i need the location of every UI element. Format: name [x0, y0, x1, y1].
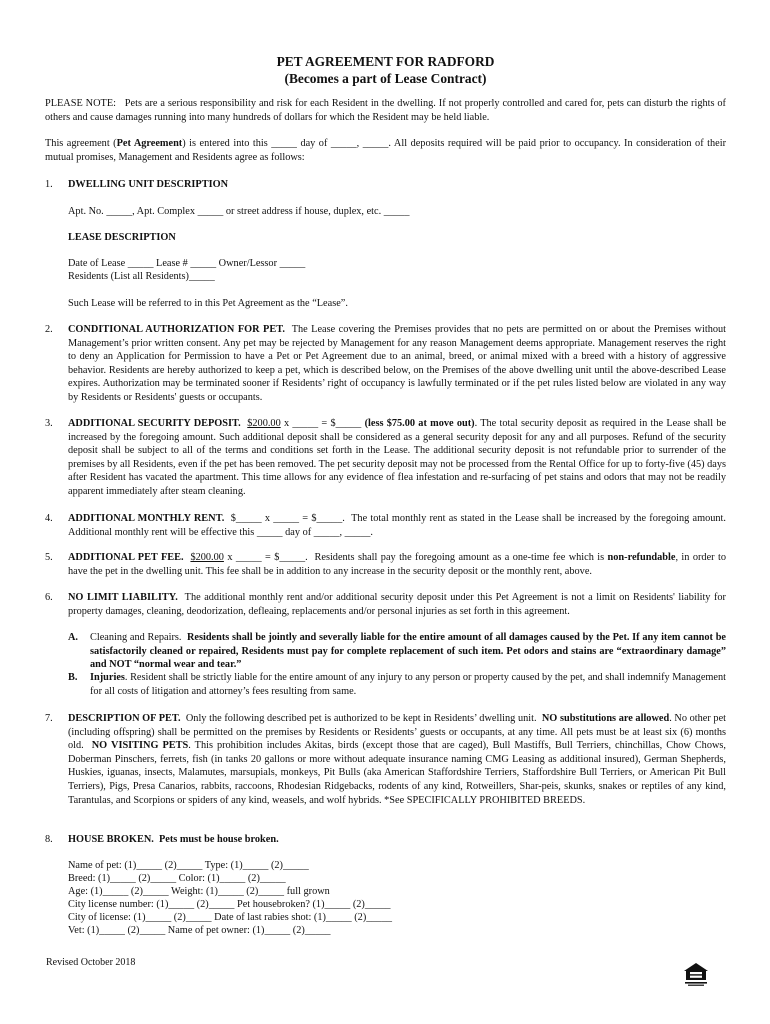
- document-title: PET AGREEMENT FOR RADFORD: [276, 54, 495, 69]
- s6a-bold: Residents shall be jointly and severally liable for the entire amount of all damages caused by the Pet. If any item cannot be satisfactorily cleaned or repaired, Residents must pay for complete replacement of such item. Pet odors and stains are “extraordinary damage” and NOT “normal wear and tear.”: [90, 632, 726, 671]
- s8-bold: Pets must be house broken.: [158, 834, 279, 845]
- s2-text: The Lease covering the Premises provides that no pets are permitted on or about the Premises without Management’s prior written consent. Any pet may be rejected by Management for any reason Management deems appropriate. Management reserves the right to deny an Application for Permission to have a Pet or Pet Agreement due to an animal, breed, or animal mixed with a breed with a history of aggressive behavior. Residents are hereby authorized to keep a pet, which is described below, on the Premises of the above dwelling unit until the above-described Lease expires. Authorization may be terminated sooner if Residents’ right of occupancy is lawfully terminated or if the pet rules listed below are violated in any way by Residents or Residents' guests or occupants.: [68, 324, 726, 403]
- section-1-number: 1.: [45, 179, 53, 190]
- s5-text-post: , in order to have the pet in the dwelling unit. This fee shall be in addition to any increase in the security deposit or the monthly rent, above.: [68, 552, 726, 577]
- section-2-number: 2.: [45, 324, 53, 335]
- s4-text: The total monthly rent as stated in the Lease shall be increased by the foregoing amount. Additional monthly rent will be effective this _____ day of _____, _____.: [68, 513, 726, 538]
- section-1-heading: [68, 178, 726, 192]
- section-3: ADDITIONAL SECURITY DEPOSIT. $200.00 x _____ = $_____ (less $75.00 at move out). The total security deposit as required in the Lease shall be increased by the foregoing amount. Such additional deposit shall be considered as a general security deposit for any and all purposes. Refund of the security deposit shall be subject to all of the terms and conditions set forth in the Lease. The additional security deposit is not refundable prior to surrender of the premises by all Residents, even if the pet has been removed. The pet security deposit may not be processed from the Rental Office for up to forty-five (45) days after Resident has vacated the apartment. This time allows for any evidence of flea infestation and re-surfacing of pet stains and odors that may not be readily apparent immediately after steam cleaning.: [68, 418, 727, 497]
- s7-bold2: NO VISITING PETS: [91, 740, 189, 752]
- section-6a: [90, 631, 726, 672]
- s3-text: The total security deposit as required in the Lease shall be increased by the foregoing amount. Such additional deposit shall be considered as a general security deposit for any and all purposes. Refund of the security deposit shall be subject to all of the terms and conditions set forth in the Lease. The additional security deposit is not refundable prior to surrender of the premises by all Residents, even if the pet has been removed. The pet security deposit may not be processed from the Rental Office for up to forty-five (45) days after Resident has vacated the apartment. This time allows for any evidence of flea infestation and re-surfacing of pet stains and odors that may not be readily apparent immediately after steam cleaning.: [68, 418, 727, 497]
- lease-reference: Such Lease will be referred to in this Pet Agreement as the “Lease”.: [68, 298, 348, 309]
- lease-heading: [68, 231, 726, 245]
- section-2: [68, 323, 726, 405]
- section-6: [68, 591, 726, 618]
- s6a-pre: Cleaning and Repairs.: [90, 632, 182, 643]
- s4-calc: $_____ x _____ = $_____.: [230, 513, 345, 524]
- lease-heading-text: LEASE DESCRIPTION: [68, 232, 176, 243]
- s5-heading: ADDITIONAL PET FEE.: [68, 552, 184, 563]
- section-6b-label: B.: [68, 672, 78, 683]
- s2-heading: CONDITIONAL AUTHORIZATION FOR PET.: [68, 324, 285, 335]
- s1-heading-text: DWELLING UNIT DESCRIPTION: [68, 179, 229, 190]
- lease-line-2: Residents (List all Residents)_____: [68, 271, 215, 282]
- intro-paragraph: [45, 137, 726, 164]
- section-7-number: 7.: [45, 713, 53, 724]
- lease-line-1: Date of Lease _____ Lease # _____ Owner/Lessor _____: [68, 258, 306, 269]
- s6-text: The additional monthly rent and/or additional security deposit under this Pet Agreement is not a limit on Residents' liability for property damages, cleaning, deodorization, defleaing, replacements and/or personal injuries as set forth in this agreement.: [68, 592, 726, 617]
- s5-bold: non-refundable: [607, 552, 676, 563]
- section-4: [68, 512, 726, 539]
- note-text: Pets are a serious responsibility and risk for each Resident in the dwelling. If not properly controlled and cared for, pets can disturb the rights of others and cause damages running into many hundreds of dollars for which the Resident may be held liable.: [45, 98, 726, 123]
- s3-heading: ADDITIONAL SECURITY DEPOSIT.: [68, 418, 241, 429]
- equal-housing-opportunity-icon: [683, 961, 709, 987]
- section-8: [68, 833, 726, 847]
- intro-post: ) is entered into this _____ day of _____, _____. All deposits required will be paid prior to occupancy. In consideration of their mutual promises, Management and Residents agree as follows:: [45, 138, 726, 163]
- s7-heading: DESCRIPTION OF PET.: [68, 713, 181, 724]
- s6b-text: . Resident shall be strictly liable for the entire amount of any injury to any person or property caused by the pet, and shall indemnify Management for all costs of litigation and attorney’s fees resulting from same.: [90, 672, 726, 697]
- s6b-heading: Injuries: [90, 672, 125, 683]
- s5-calc: x _____ = $_____.: [227, 552, 308, 563]
- revision-footer: Revised October 2018: [46, 957, 136, 968]
- section-8-number: 8.: [45, 834, 53, 845]
- section-5: [68, 551, 726, 578]
- section-3-number: 3.: [45, 418, 53, 429]
- s6-heading: NO LIMIT LIABILITY.: [68, 592, 178, 603]
- s5-text-pre: Residents shall pay the foregoing amount as a one-time fee which is: [314, 552, 605, 563]
- pet-info-line: Age: (1)_____ (2)_____ Weight: (1)_____ (2)_____ full grown: [68, 886, 330, 897]
- s5-amount: $200.00: [190, 552, 224, 563]
- s4-heading: ADDITIONAL MONTHLY RENT.: [68, 513, 225, 524]
- s3-amount: $200.00: [247, 418, 281, 429]
- s8-heading: HOUSE BROKEN.: [68, 834, 154, 845]
- please-note: [45, 97, 726, 124]
- intro-pre: This agreement (: [45, 138, 117, 149]
- s7-text1: Only the following described pet is authorized to be kept in Residents’ dwelling unit.: [185, 713, 537, 724]
- section-5-number: 5.: [45, 552, 53, 563]
- s3-calc: x _____ = $_____: [283, 418, 362, 429]
- section-4-number: 4.: [45, 513, 53, 524]
- section-7: [68, 712, 726, 807]
- s3-bold-paren: (less $75.00 at move out): [364, 418, 475, 429]
- section-6b: [90, 671, 726, 698]
- apt-line: Apt. No. _____, Apt. Complex _____ or street address if house, duplex, etc. _____: [68, 206, 410, 217]
- pet-info-line: Name of pet: (1)_____ (2)_____ Type: (1)_____ (2)_____: [68, 860, 309, 871]
- section-6-number: 6.: [45, 592, 53, 603]
- s7-text2: . No other pet (including offspring) shall be permitted on the premises by Residents or Residents’ guests or occupants, at any time. All pets must be at least six (6) months old.: [68, 713, 727, 752]
- intro-bold: Pet Agreement: [116, 138, 183, 149]
- section-6a-label: A.: [68, 632, 79, 643]
- pet-info-line: City of license: (1)_____ (2)_____ Date of last rabies shot: (1)_____ (2)_____: [68, 912, 392, 923]
- pet-info-line: Breed: (1)_____ (2)_____ Color: (1)_____ (2)_____: [68, 873, 286, 884]
- document-subtitle: (Becomes a part of Lease Contract): [284, 71, 487, 86]
- s7-bold1: NO substitutions are allowed: [541, 713, 670, 724]
- pet-info-line: City license number: (1)_____ (2)_____ Pet housebroken? (1)_____ (2)_____: [68, 899, 391, 910]
- note-label: PLEASE NOTE:: [45, 98, 116, 109]
- s7-text3: . This prohibition includes Akitas, birds (except those that are caged), Bull Mastiffs, Bull Terriers, chinchillas, Chow Chows, Doberman Pinschers, ferrets, fish (in tanks 20 gallons or more without adequate insurance naming CMG Leasing as additional insured), German Shepherds, Huskies, iguanas, insects, Malamutes, marsupials, monkeys, Pit Bulls (aka American Staffordshire Terriers, Staffordshire Bull Terriers, or American Pit Bull Terriers), Pigs, Presa Canarios, rabbits, raccoons, Rhodesian Ridgebacks, rodents of any kind, Rotweillers, Shar-peis, skunks, snakes or reptiles of any kind, Tarantulas, and Scorpions or spiders of any kind, weasels, and wolf hybrids. *See SPECIFICALLY PROHIBITED BREEDS.: [68, 740, 726, 806]
- pet-info-line: Vet: (1)_____ (2)_____ Name of pet owner: (1)_____ (2)_____: [68, 925, 331, 936]
